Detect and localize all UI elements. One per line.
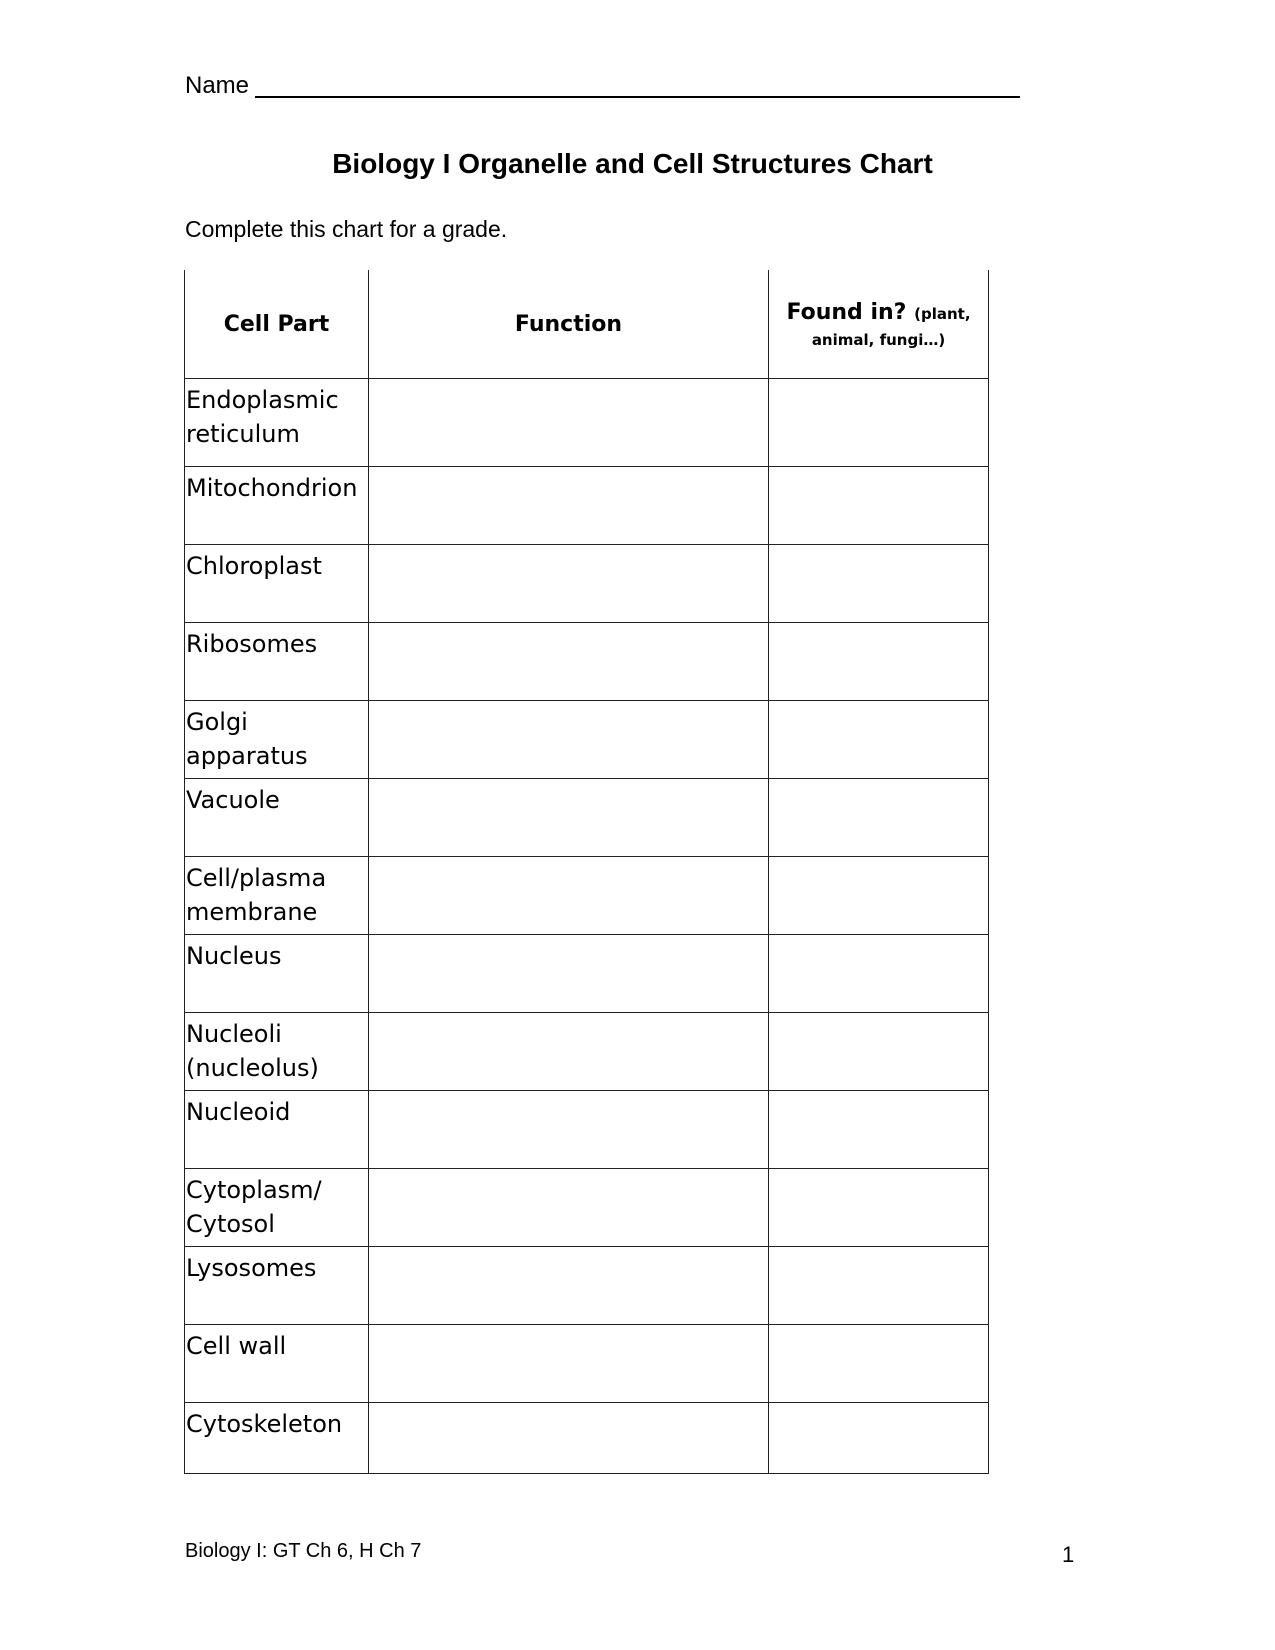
found-in-cell[interactable] [769, 701, 989, 779]
function-cell[interactable] [369, 1091, 769, 1169]
found-in-cell[interactable] [769, 1013, 989, 1091]
function-cell[interactable] [369, 935, 769, 1013]
table-row [185, 467, 989, 545]
table-row [185, 701, 989, 779]
found-in-cell[interactable] [769, 1325, 989, 1403]
name-label: Name [185, 72, 250, 99]
found-in-cell[interactable] [769, 857, 989, 935]
function-cell[interactable] [369, 1169, 769, 1247]
table-row [185, 379, 989, 467]
found-in-cell[interactable] [769, 1169, 989, 1247]
cell-part-name: Mitochondrion [185, 467, 369, 545]
table-row [185, 1247, 989, 1325]
found-in-cell[interactable] [769, 623, 989, 701]
name-blank[interactable] [255, 72, 1020, 98]
function-cell[interactable] [369, 1403, 769, 1474]
found-in-cell[interactable] [769, 545, 989, 623]
function-cell[interactable] [369, 623, 769, 701]
table-row [185, 857, 989, 935]
table-row [185, 935, 989, 1013]
cell-part-name: Endoplasmic reticulum [185, 379, 369, 467]
table-row [185, 1403, 989, 1474]
found-in-cell[interactable] [769, 779, 989, 857]
found-in-cell[interactable] [769, 467, 989, 545]
cell-part-name: Cytoplasm/ Cytosol [185, 1169, 369, 1247]
cell-part-name: Cell/plasma membrane [185, 857, 369, 935]
function-cell[interactable] [369, 701, 769, 779]
found-in-cell[interactable] [769, 935, 989, 1013]
header-cell-part: Cell Part [185, 270, 369, 379]
header-function: Function [369, 270, 769, 379]
found-in-cell[interactable] [769, 1403, 989, 1474]
function-cell[interactable] [369, 545, 769, 623]
header-row [185, 270, 989, 379]
table-row [185, 1169, 989, 1247]
found-in-note-1: (plant, [914, 304, 971, 323]
found-in-cell[interactable] [769, 1247, 989, 1325]
table-row [185, 1325, 989, 1403]
found-in-cell[interactable] [769, 379, 989, 467]
table-row [185, 623, 989, 701]
name-line [185, 72, 1020, 100]
cell-part-name: Cell wall [185, 1325, 369, 1403]
cell-part-name: Cytoskeleton [185, 1403, 369, 1474]
cell-part-name: Nucleoid [185, 1091, 369, 1169]
table-row [185, 1091, 989, 1169]
page-title: Biology I Organelle and Cell Structures Chart [332, 148, 933, 179]
instructions-text: Complete this chart for a grade. [185, 216, 508, 242]
function-cell[interactable] [369, 379, 769, 467]
function-cell[interactable] [369, 1247, 769, 1325]
table-row [185, 779, 989, 857]
organelle-chart [184, 270, 989, 1474]
cell-part-name: Ribosomes [185, 623, 369, 701]
function-cell[interactable] [369, 1325, 769, 1403]
footer-course-ref: Biology I: GT Ch 6, H Ch 7 [185, 1540, 422, 1562]
cell-part-name: Nucleoli (nucleolus) [185, 1013, 369, 1091]
found-in-cell[interactable] [769, 1091, 989, 1169]
function-cell[interactable] [369, 1013, 769, 1091]
cell-part-name: Golgi apparatus [185, 701, 369, 779]
found-in-note-2: animal, fungi…) [811, 330, 946, 349]
header-found-in [769, 270, 989, 379]
table-row [185, 545, 989, 623]
cell-part-name: Lysosomes [185, 1247, 369, 1325]
function-cell[interactable] [369, 857, 769, 935]
cell-part-name: Nucleus [185, 935, 369, 1013]
table-row [185, 1013, 989, 1091]
cell-part-name: Vacuole [185, 779, 369, 857]
page-number: 1 [1062, 1542, 1075, 1567]
function-cell[interactable] [369, 467, 769, 545]
function-cell[interactable] [369, 779, 769, 857]
cell-part-name: Chloroplast [185, 545, 369, 623]
found-in-label: Found in? [786, 299, 907, 325]
